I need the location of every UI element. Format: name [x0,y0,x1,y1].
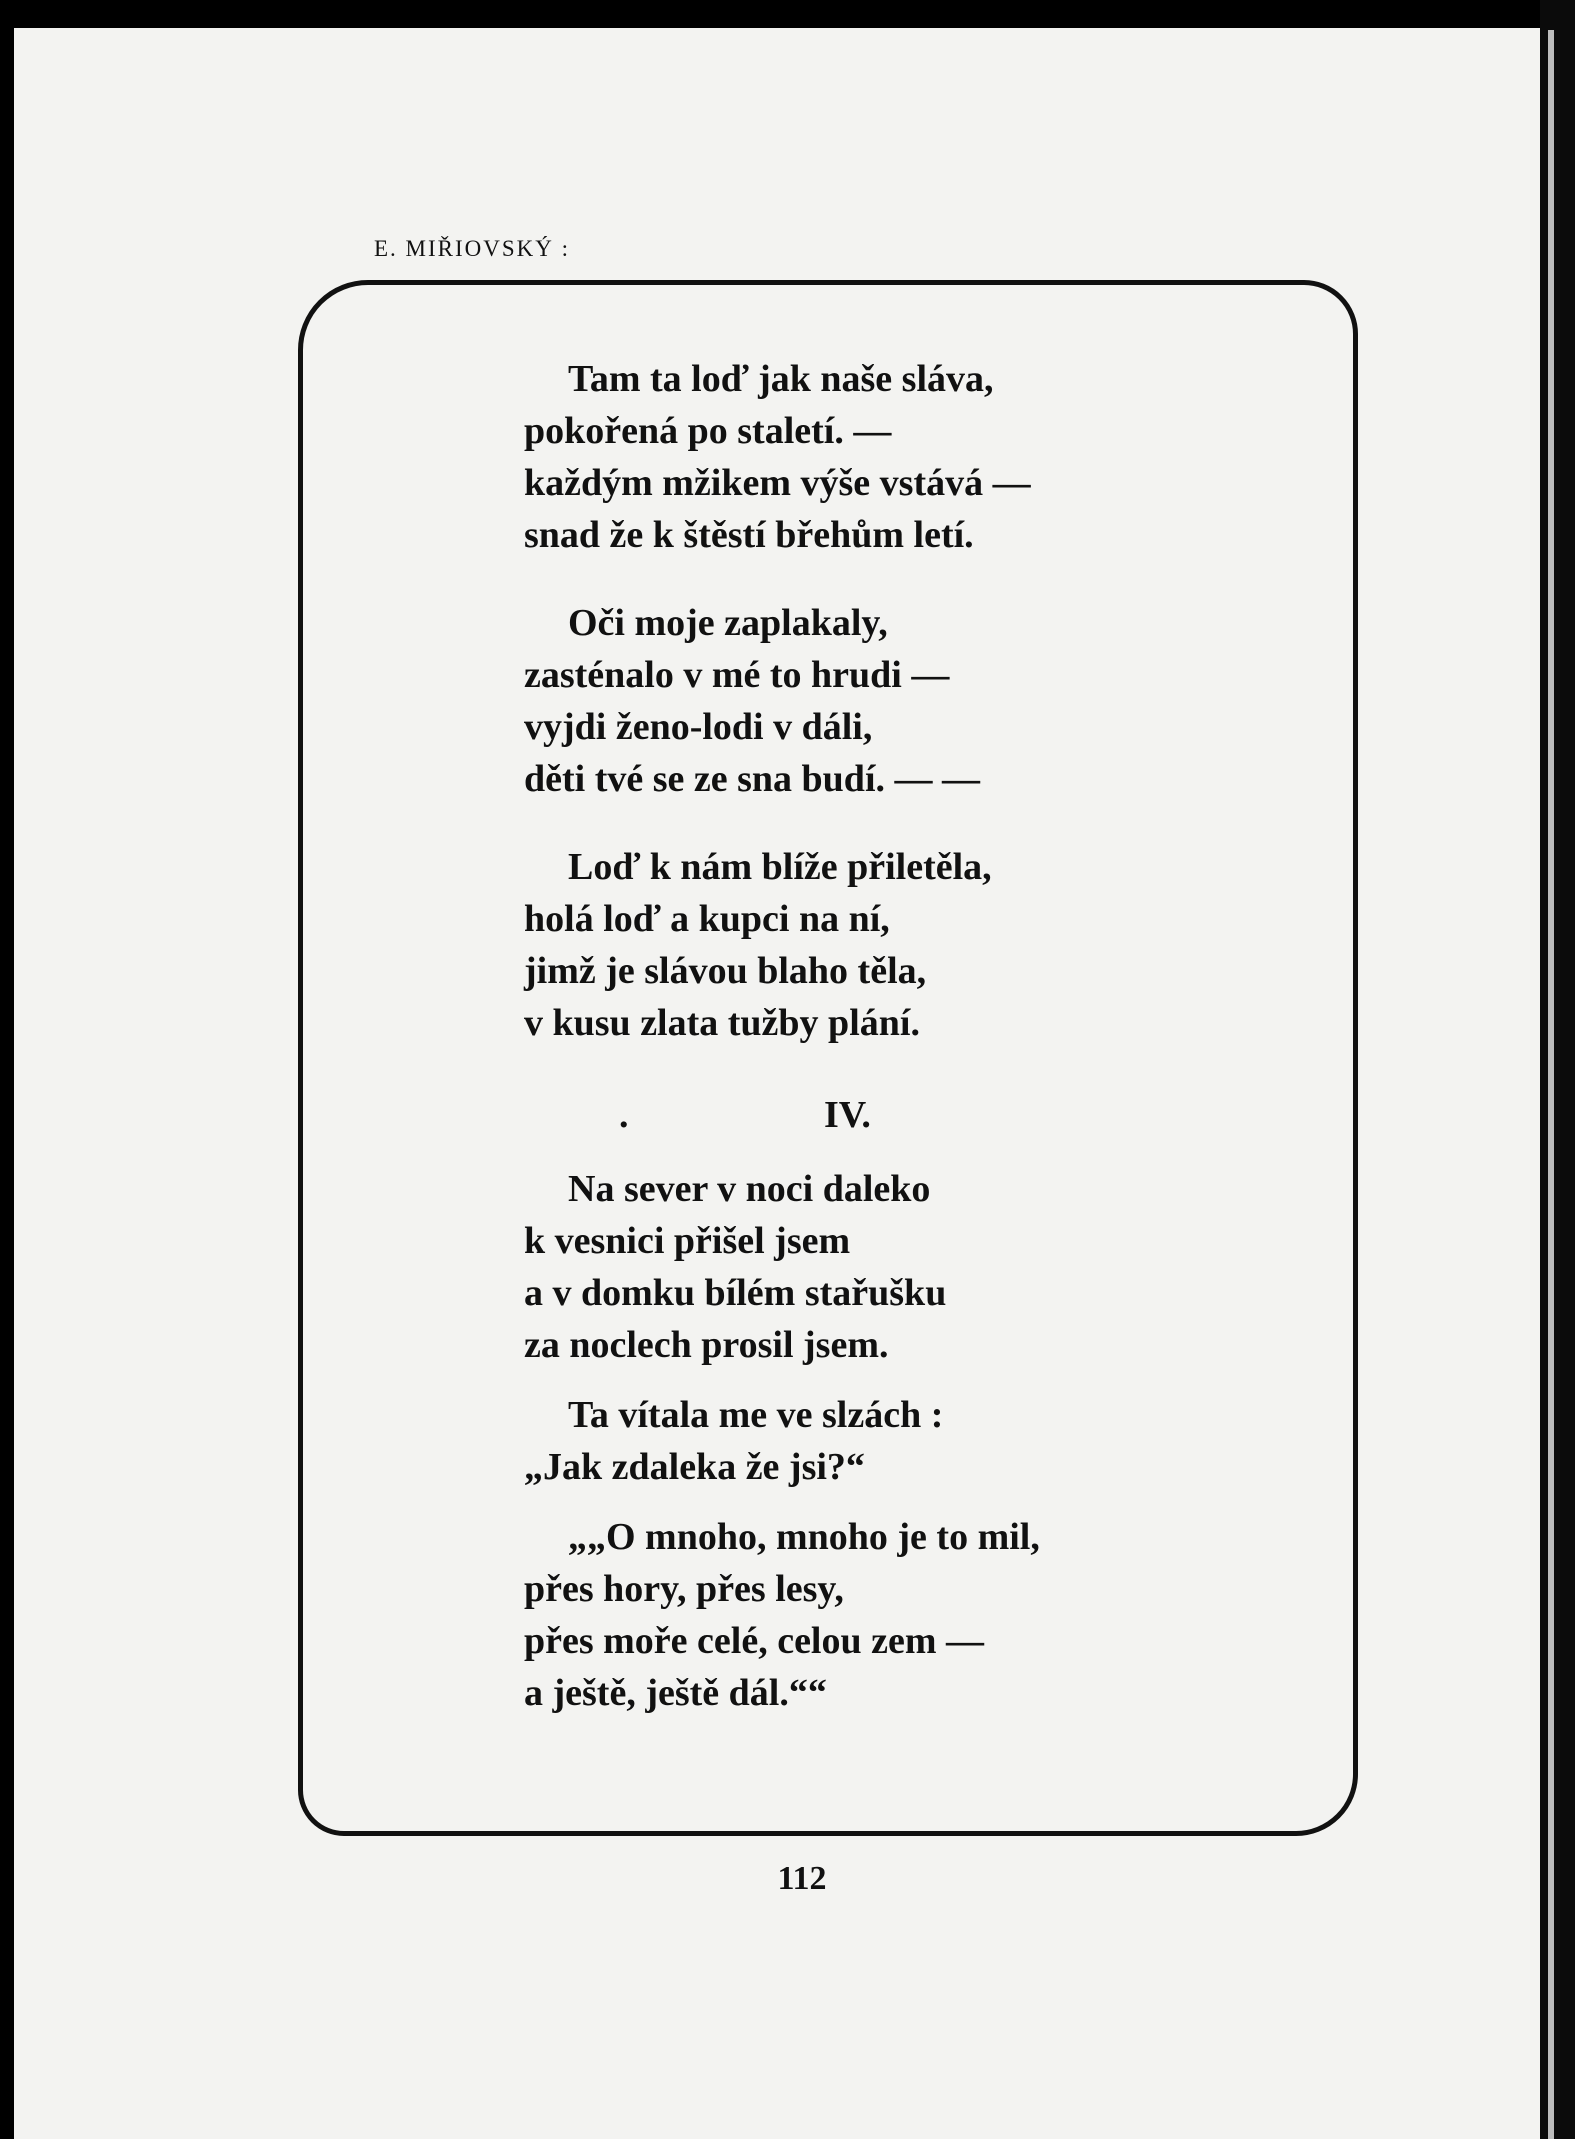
poem-line: k vesnici přišel jsem [524,1220,851,1262]
scan-edge [1540,0,1575,2139]
poem-line: přes hory, přes lesy, [524,1568,844,1610]
poem-line: holá loď a kupci na ní, [524,898,890,940]
book-page [14,28,1540,2139]
poem-line: jimž je slávou blaho těla, [524,950,927,992]
stanza [524,353,1040,561]
poem-line: „Jak zdaleka že jsi?“ [524,1446,865,1488]
page-number: 112 [777,1860,827,1897]
poem-line: a ještě, ještě dál.““ [524,1672,827,1714]
poem-line: Ta vítala me ve slzách : [568,1394,944,1436]
section-heading [524,1085,1040,1145]
section-dot: . [619,1094,629,1136]
stanza [524,1511,1040,1719]
poem-line: Na sever v noci daleko [568,1168,931,1210]
stanza [524,1163,1040,1371]
section-numeral: IV. [824,1094,871,1136]
poem-line: přes moře celé, celou zem — [524,1620,985,1662]
running-header: E. MIŘIOVSKÝ : [374,236,571,261]
poem-line: každým mžikem výše vstává — [524,462,1031,504]
poem-line: vyjdi ženo-lodi v dáli, [524,706,873,748]
stanza [524,1389,1040,1493]
poem-line: zasténalo v mé to hrudi — [524,654,950,696]
poem-line: Tam ta loď jak naše sláva, [568,358,994,400]
poem-line: „„O mnoho, mnoho je to mil, [568,1516,1040,1558]
stanza [524,841,1040,1049]
stanza [524,597,1040,805]
poem-line: Loď k nám blíže přiletěla, [568,846,992,888]
poem-line: a v domku bílém stařušku [524,1272,947,1314]
poem-line: pokořená po staletí. — [524,410,892,452]
poem-line: děti tvé se ze sna budí. — — [524,758,980,800]
poem-line: za noclech prosil jsem. [524,1324,889,1366]
poem-line: v kusu zlata tužby plání. [524,1002,920,1044]
scan-edge-highlight [1548,30,1554,2139]
poem-line: snad že k štěstí břehům letí. [524,514,974,556]
poem-line: Oči moje zaplakaly, [568,602,888,644]
poem-text [524,353,1040,1719]
